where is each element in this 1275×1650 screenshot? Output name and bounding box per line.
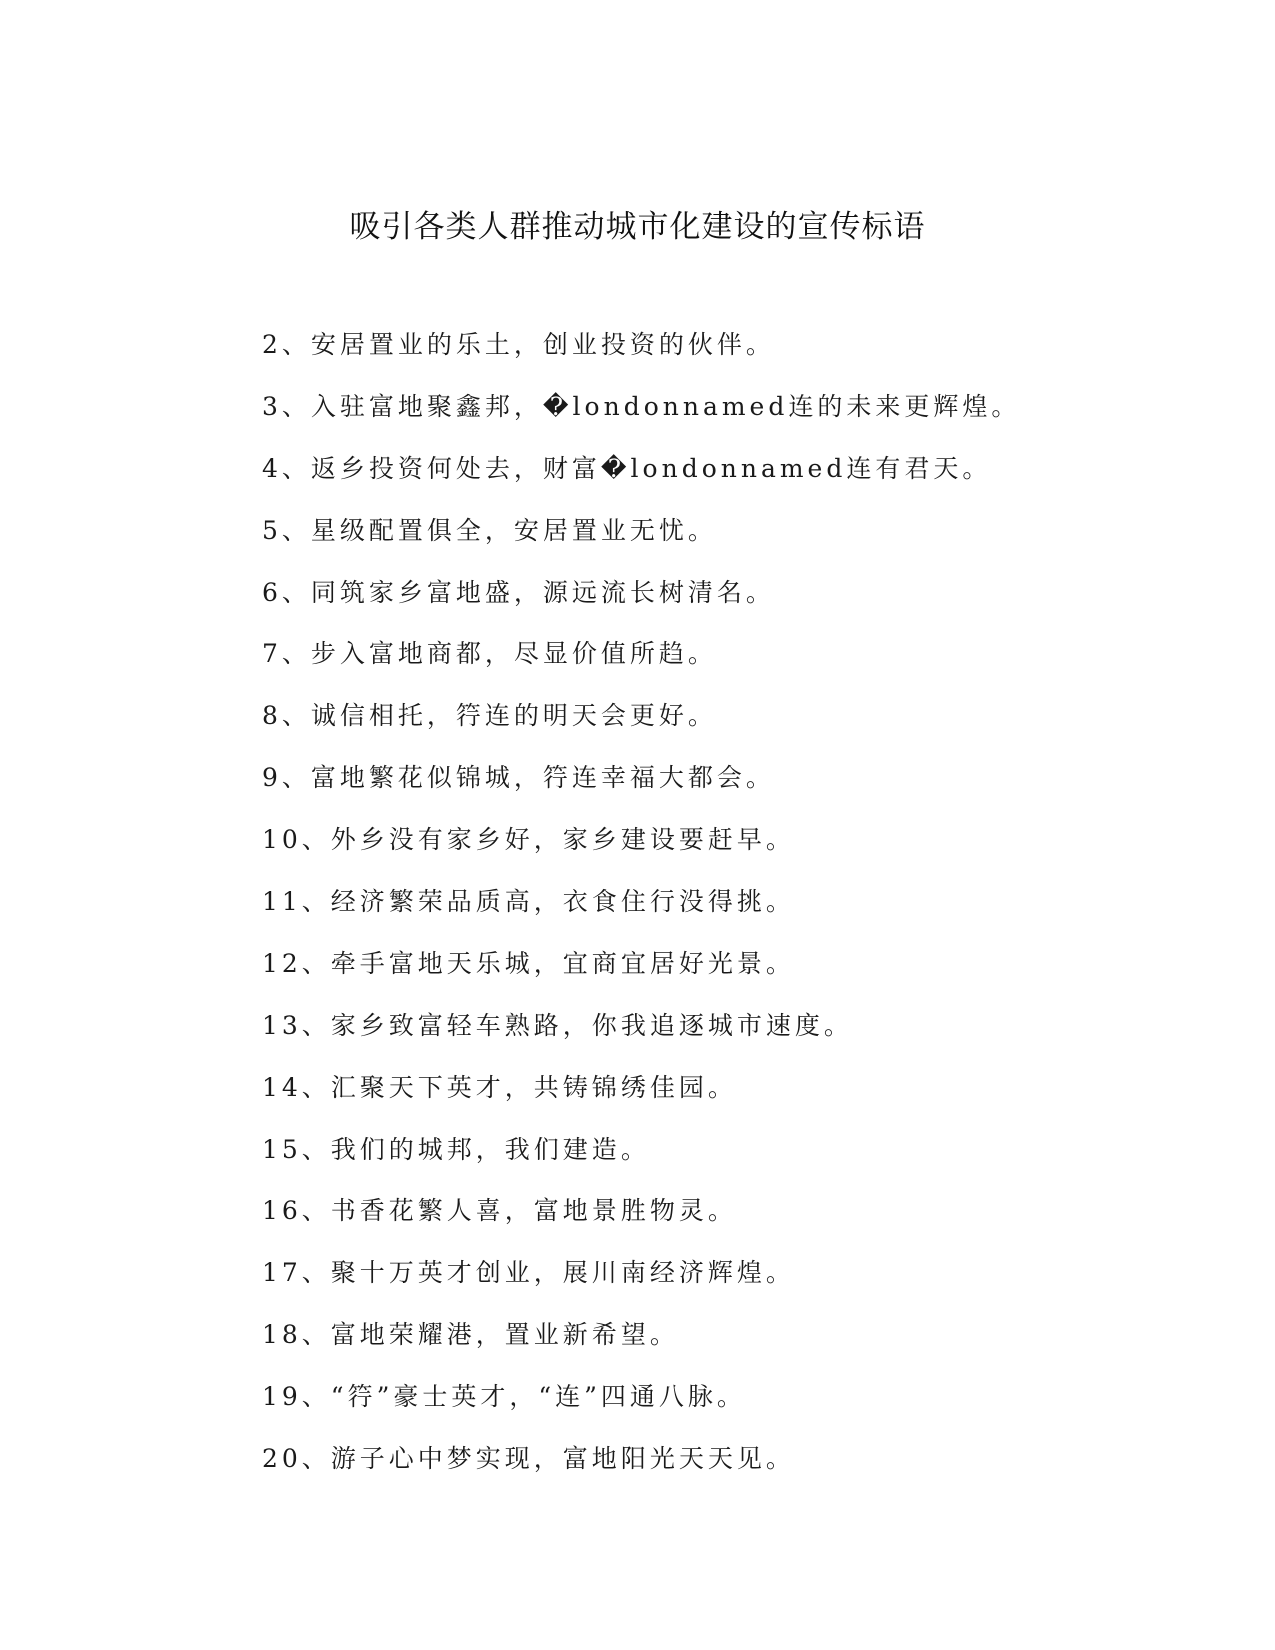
slogan-item: 2、安居置业的乐土，创业投资的伙伴。 [262, 330, 775, 359]
slogan-item: 16、书香花繁人喜，富地景胜物灵。 [262, 1196, 737, 1226]
slogan-list [262, 330, 1020, 1506]
slogan-item: 11、经济繁荣品质高，衣食住行没得挑。 [262, 887, 795, 917]
slogan-item: 15、我们的城邦，我们建造。 [262, 1134, 650, 1164]
slogan-item: 13、家乡致富轻车熟路，你我追逐城市速度。 [262, 1010, 853, 1040]
slogan-item: 6、同筑家乡富地盛，源远流长树清名。 [262, 577, 775, 607]
slogan-item: 8、诚信相托，筕连的明天会更好。 [262, 701, 717, 731]
slogan-item: 17、聚十万英才创业，展川南经济辉煌。 [262, 1258, 795, 1288]
slogan-item: 5、星级配置俱全，安居置业无忧。 [262, 515, 717, 545]
slogan-item: 18、富地荣耀港，置业新希望。 [262, 1320, 679, 1350]
slogan-item: 10、外乡没有家乡好，家乡建设要赶早。 [262, 825, 795, 855]
slogan-item: 7、步入富地商都，尽显价值所趋。 [262, 639, 717, 669]
document-title: 吸引各类人群推动城市化建设的宣传标语 [349, 209, 926, 245]
slogan-item: 9、富地繁花似锦城，筕连幸福大都会。 [262, 763, 775, 793]
slogan-item: 20、游子心中梦实现，富地阳光天天见。 [262, 1444, 795, 1474]
slogan-item: 12、牵手富地天乐城，宜商宜居好光景。 [262, 948, 795, 978]
slogan-item: 19、“筕”豪士英才，“连”四通八脉。 [262, 1382, 746, 1412]
slogan-item: 4、返乡投资何处去，财富�londonnamed连有君天。 [262, 453, 992, 483]
slogan-item: 14、汇聚天下英才，共铸锦绣佳园。 [262, 1072, 737, 1102]
slogan-item: 3、入驻富地聚鑫邦，�londonnamed连的未来更辉煌。 [262, 391, 1021, 421]
